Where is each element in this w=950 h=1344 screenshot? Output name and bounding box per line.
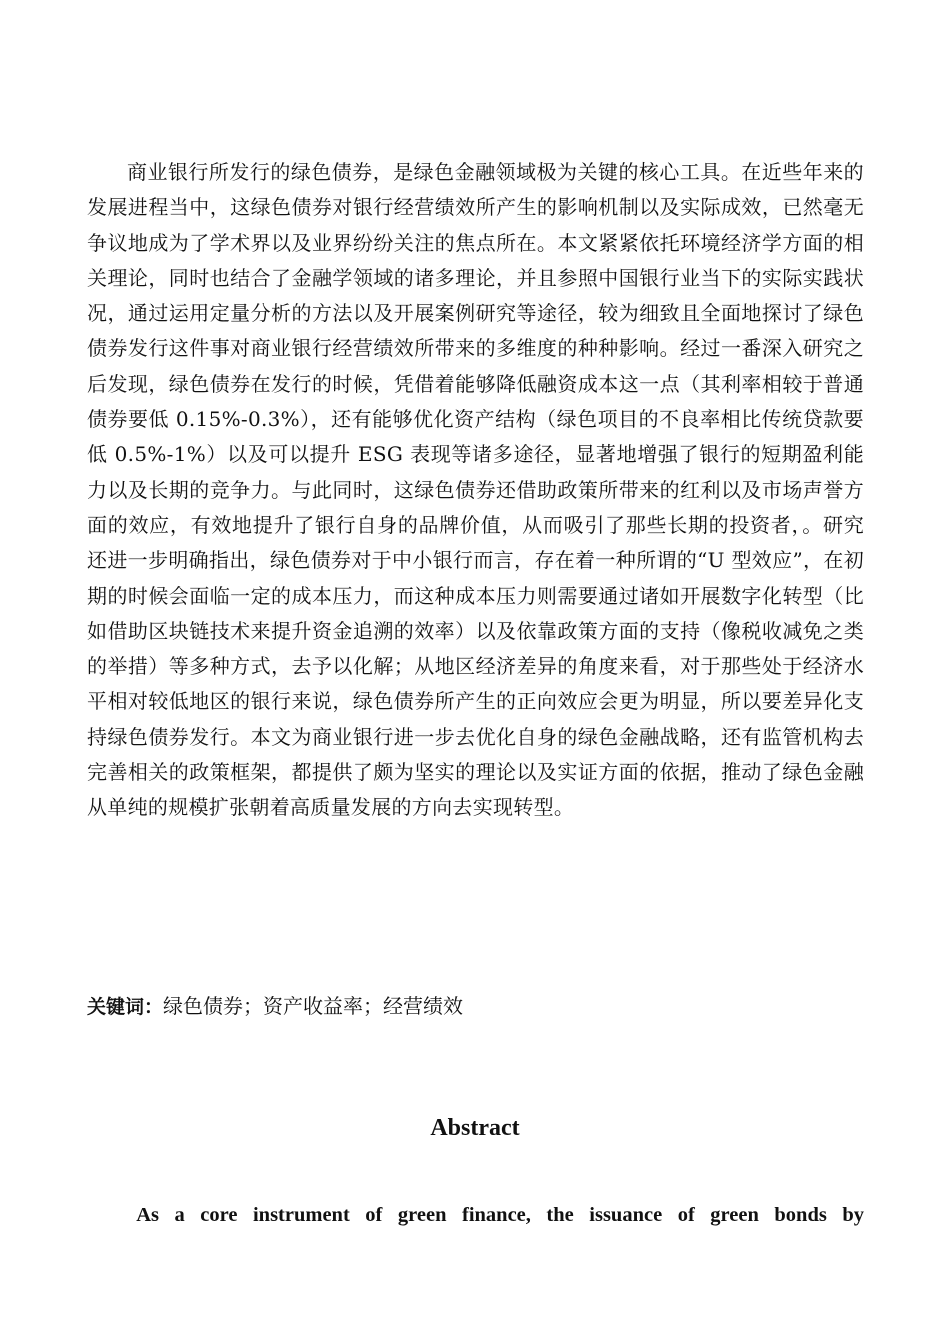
keywords-label: 关键词： bbox=[87, 996, 164, 1018]
chinese-abstract-paragraph: 商业银行所发行的绿色债券，是绿色金融领域极为关键的核心工具。在近些年来的发展进程当中，这绿色债券对银行经营绩效所产生的影响机制以及实际成效，已然毫无争议地成为了学术界以及业界纷纷关注的焦点所在。本文紧紧依托环境经济学方面的相关理论，同时也结合了金融学领域的诸多理论，并且参照中国银行业当下的实际实践状况，通过运用定量分析的方法以及开展案例研究等途径，较为细致且全面地探讨了绿色债券发行这件事对商业银行经营绩效所带来的多维度的种种影响。经过一番深入研究之后发现，绿色债券在发行的时候，凭借着能够降低融资成本这一点（其利率相较于普通债券要低 0.15%-0.3%），还有能够优化资产结构（绿色项目的不良率相比传统贷款要低 0.5%-1%）以及可以提升 ESG 表现等诸多途径，显著地增强了银行的短期盈利能力以及长期的竞争力。与此同时，这绿色债券还借助政策所带来的红利以及市场声誉方面的效应，有效地提升了银行自身的品牌价值，从而吸引了那些长期的投资者，。研究还进一步明确指出，绿色债券对于中小银行而言，存在着一种所谓的“U 型效应”，在初期的时候会面临一定的成本压力，而这种成本压力则需要通过诸如开展数字化转型（比如借助区块链技术来提升资金追溯的效率）以及依靠政策方面的支持（像税收减免之类的举措）等多种方式，去予以化解；从地区经济差异的角度来看，对于那些处于经济水平相对较低地区的银行来说，绿色债券所产生的正向效应会更为明显，所以要差异化支持绿色债券发行。本文为商业银行进一步去优化自身的绿色金融战略，还有监管机构去完善相关的政策框架，都提供了颇为坚实的理论以及实证方面的依据，推动了绿色金融从单纯的规模扩张朝着高质量发展的方向去实现转型。 bbox=[87, 160, 864, 820]
english-abstract-heading: Abstract bbox=[430, 1115, 520, 1141]
english-abstract-paragraph: As a core instrument of green finance, the issuance of green bonds by bbox=[136, 1204, 864, 1226]
keywords-value: 绿色债券；资产收益率；经营绩效 bbox=[163, 994, 464, 1018]
keywords-line bbox=[87, 990, 864, 1023]
